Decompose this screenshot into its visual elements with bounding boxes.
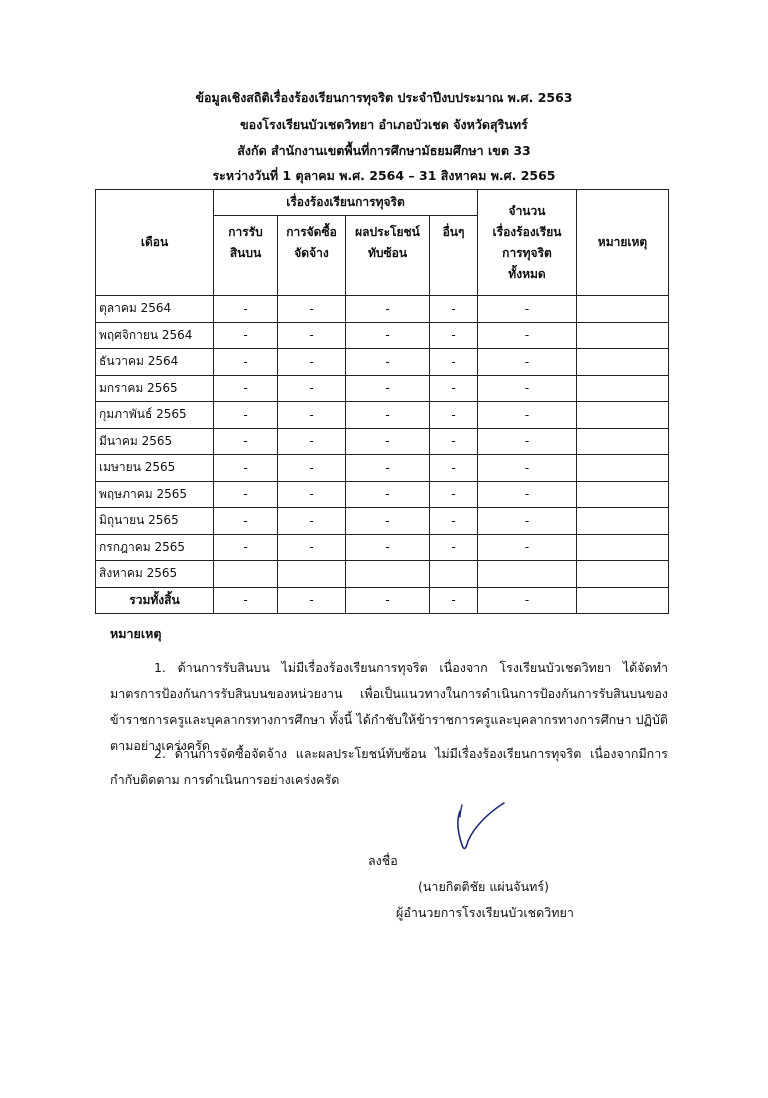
total-count-cell: - bbox=[478, 534, 577, 561]
remark-cell bbox=[577, 375, 669, 402]
conflict-cell: - bbox=[346, 296, 430, 323]
other-cell: - bbox=[430, 296, 478, 323]
conflict-cell bbox=[346, 561, 430, 588]
header-conflict-line-1: ผลประโยชน์ bbox=[355, 225, 420, 239]
other-cell bbox=[430, 561, 478, 588]
procurement-cell: - bbox=[278, 534, 346, 561]
title-line-3: สังกัด สำนักงานเขตพื้นที่การศึกษามัธยมศึกษา เขต 33 bbox=[237, 143, 531, 158]
header-conflict-line-2: ทับซ้อน bbox=[367, 246, 408, 260]
table-row bbox=[96, 455, 669, 482]
total-other: - bbox=[430, 587, 478, 613]
remark-cell bbox=[577, 322, 669, 349]
month-cell: กรกฎาคม 2565 bbox=[96, 534, 214, 561]
header-total-line-4: ทั้งหมด bbox=[508, 266, 546, 281]
procurement-cell: - bbox=[278, 508, 346, 535]
signature-mark bbox=[444, 797, 508, 859]
total-count-cell: - bbox=[478, 455, 577, 482]
table-row bbox=[96, 428, 669, 455]
other-cell: - bbox=[430, 375, 478, 402]
month-cell: กุมภาพันธ์ 2565 bbox=[96, 402, 214, 429]
signatory-name: (นายกิตติชัย แผ่นจันทร์) bbox=[418, 879, 549, 894]
table-row bbox=[96, 349, 669, 376]
header-bribe bbox=[214, 216, 278, 296]
conflict-cell: - bbox=[346, 375, 430, 402]
total-count-cell: - bbox=[478, 349, 577, 376]
table-total-row bbox=[96, 587, 669, 613]
header-total-count bbox=[478, 190, 577, 296]
note-1: 1. ด้านการรับสินบน ไม่มีเรื่องร้องเรียนการทุจริต เนื่องจาก โรงเรียนบัวเชดวิทยา ได้จัดทำมาตรการป้องกันการรับสินบนของหน่วยงาน เพื่อเป็นแนวทางในการดำเนินการป้องกันการรับสินบนของข้าราชการครูและบุคลากรทางการศึกษา ทั้งนี้ ได้กำชับให้ข้าราชการครูและบุคลากรทางการศึกษา ปฏิบัติตามอย่างเคร่งครัด bbox=[110, 660, 668, 753]
month-cell: มิถุนายน 2565 bbox=[96, 508, 214, 535]
procurement-cell: - bbox=[278, 428, 346, 455]
title-line-2: ของโรงเรียนบัวเชดวิทยา อำเภอบัวเชด จังหวัดสุรินทร์ bbox=[240, 117, 528, 132]
bribe-cell: - bbox=[214, 375, 278, 402]
bribe-cell: - bbox=[214, 296, 278, 323]
table-row bbox=[96, 375, 669, 402]
other-cell: - bbox=[430, 508, 478, 535]
table-body bbox=[96, 296, 669, 588]
header-procurement-line-2: จัดจ้าง bbox=[294, 246, 329, 260]
bribe-cell: - bbox=[214, 349, 278, 376]
other-cell: - bbox=[430, 402, 478, 429]
other-cell: - bbox=[430, 428, 478, 455]
other-cell: - bbox=[430, 455, 478, 482]
total-count-cell: - bbox=[478, 481, 577, 508]
total-bribe: - bbox=[214, 587, 278, 613]
month-cell: ตุลาคม 2564 bbox=[96, 296, 214, 323]
header-procurement-line-1: การจัดซื้อ bbox=[286, 225, 337, 239]
conflict-cell: - bbox=[346, 428, 430, 455]
header-bribe-line-2: สินบน bbox=[229, 246, 262, 260]
header-other bbox=[430, 216, 478, 296]
table-row bbox=[96, 481, 669, 508]
month-cell: สิงหาคม 2565 bbox=[96, 561, 214, 588]
remark-cell bbox=[577, 455, 669, 482]
header-complaint-group: เรื่องร้องเรียนการทุจริต bbox=[214, 190, 478, 216]
bribe-cell: - bbox=[214, 455, 278, 482]
remark-cell bbox=[577, 296, 669, 323]
conflict-cell: - bbox=[346, 349, 430, 376]
month-cell: ธันวาคม 2564 bbox=[96, 349, 214, 376]
remark-cell bbox=[577, 508, 669, 535]
total-count-cell bbox=[478, 561, 577, 588]
total-count-cell: - bbox=[478, 322, 577, 349]
remark-cell bbox=[577, 481, 669, 508]
procurement-cell: - bbox=[278, 296, 346, 323]
total-count-cell: - bbox=[478, 375, 577, 402]
header-total-line-1: จำนวน bbox=[508, 203, 546, 218]
conflict-cell: - bbox=[346, 481, 430, 508]
table-row bbox=[96, 296, 669, 323]
month-cell: เมษายน 2565 bbox=[96, 455, 214, 482]
remark-cell bbox=[577, 428, 669, 455]
header-month: เดือน bbox=[96, 190, 214, 296]
month-cell: พฤศจิกายน 2564 bbox=[96, 322, 214, 349]
bribe-cell: - bbox=[214, 508, 278, 535]
header-procurement bbox=[278, 216, 346, 296]
total-conflict: - bbox=[346, 587, 430, 613]
notes-heading: หมายเหตุ bbox=[110, 626, 162, 641]
header-total-line-3: การทุจริต bbox=[502, 245, 552, 260]
table-row bbox=[96, 322, 669, 349]
month-cell: มกราคม 2565 bbox=[96, 375, 214, 402]
other-cell: - bbox=[430, 349, 478, 376]
procurement-cell: - bbox=[278, 455, 346, 482]
total-all: - bbox=[478, 587, 577, 613]
bribe-cell: - bbox=[214, 481, 278, 508]
conflict-cell: - bbox=[346, 322, 430, 349]
bribe-cell: - bbox=[214, 402, 278, 429]
header-total-line-2: เรื่องร้องเรียน bbox=[492, 224, 562, 239]
bribe-cell bbox=[214, 561, 278, 588]
total-remark bbox=[577, 587, 669, 613]
conflict-cell: - bbox=[346, 534, 430, 561]
header-other-line-1: อื่นๆ bbox=[442, 225, 465, 239]
procurement-cell bbox=[278, 561, 346, 588]
title-line-1: ข้อมูลเชิงสถิติเรื่องร้องเรียนการทุจริต ประจำปีงบประมาณ พ.ศ. 2563 bbox=[195, 90, 573, 105]
procurement-cell: - bbox=[278, 375, 346, 402]
other-cell: - bbox=[430, 481, 478, 508]
bribe-cell: - bbox=[214, 322, 278, 349]
remark-cell bbox=[577, 534, 669, 561]
header-bribe-line-1: การรับ bbox=[228, 225, 263, 239]
other-cell: - bbox=[430, 534, 478, 561]
month-cell: พฤษภาคม 2565 bbox=[96, 481, 214, 508]
table-row bbox=[96, 402, 669, 429]
total-label: รวมทั้งสิ้น bbox=[96, 587, 214, 613]
table-row bbox=[96, 561, 669, 588]
table-row bbox=[96, 508, 669, 535]
remark-cell bbox=[577, 349, 669, 376]
note-2: 2. ด้านการจัดซื้อจัดจ้าง และผลประโยชน์ทับซ้อน ไม่มีเรื่องร้องเรียนการทุจริต เนื่องจากมีการกำกับติดตาม การดำเนินการอย่างเคร่งครัด bbox=[110, 746, 668, 787]
remark-cell bbox=[577, 561, 669, 588]
table-row bbox=[96, 534, 669, 561]
signatory-position: ผู้อำนวยการโรงเรียนบัวเชดวิทยา bbox=[396, 905, 574, 920]
procurement-cell: - bbox=[278, 402, 346, 429]
procurement-cell: - bbox=[278, 322, 346, 349]
conflict-cell: - bbox=[346, 508, 430, 535]
remark-cell bbox=[577, 402, 669, 429]
title-line-4: ระหว่างวันที่ 1 ตุลาคม พ.ศ. 2564 – 31 สิงหาคม พ.ศ. 2565 bbox=[212, 168, 556, 183]
procurement-cell: - bbox=[278, 349, 346, 376]
header-remark: หมายเหตุ bbox=[577, 190, 669, 296]
month-cell: มีนาคม 2565 bbox=[96, 428, 214, 455]
header-conflict-of-interest bbox=[346, 216, 430, 296]
bribe-cell: - bbox=[214, 428, 278, 455]
procurement-cell: - bbox=[278, 481, 346, 508]
complaint-statistics-table bbox=[95, 189, 669, 614]
signature-label: ลงชื่อ bbox=[368, 853, 398, 868]
total-count-cell: - bbox=[478, 402, 577, 429]
total-count-cell: - bbox=[478, 508, 577, 535]
total-count-cell: - bbox=[478, 296, 577, 323]
total-count-cell: - bbox=[478, 428, 577, 455]
total-procurement: - bbox=[278, 587, 346, 613]
conflict-cell: - bbox=[346, 455, 430, 482]
bribe-cell: - bbox=[214, 534, 278, 561]
conflict-cell: - bbox=[346, 402, 430, 429]
other-cell: - bbox=[430, 322, 478, 349]
